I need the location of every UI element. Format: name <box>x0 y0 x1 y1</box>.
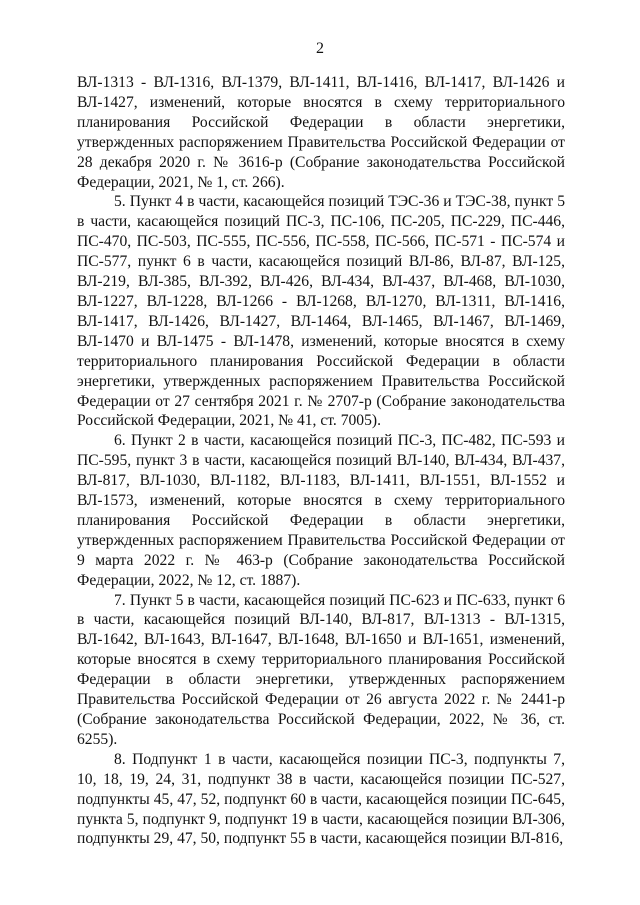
paragraph-item-8: 8. Подпункт 1 в части, касающейся позиции ПС-3, подпункты 7, 10, 18, 19, 24, 31, подпункт 38 в части, касающейся позиции ПС-527, подпункты 45, 47, 52, подпункт 60 в части, касающейся позиции ПС-645, пункта 5, подпункт 9, подпункт 19 в части, касающейся позиции ВЛ-306, подпункты 29, 47, 50, подпункт 55 в части, касающейся позиции ВЛ-816, <box>77 750 565 848</box>
paragraph-item-5: 5. Пункт 4 в части, касающейся позиций ТЭС-36 и ТЭС-38, пункт 5 в части, касающейся позиций ПС-3, ПС-106, ПС-205, ПС-229, ПС-446, ПС-470, ПС-503, ПС-555, ПС-556, ПС-558, ПС-566, ПС-571 - ПС-574 и ПС-577, пункт 6 в части, касающейся позиций ВЛ-86, ВЛ-87, ВЛ-125, ВЛ-219, ВЛ-385, ВЛ-392, ВЛ-426, ВЛ-434, ВЛ-437, ВЛ-468, ВЛ-1030, ВЛ-1227, ВЛ-1228, ВЛ-1266 - ВЛ-1268, ВЛ-1270, ВЛ-1311, ВЛ-1416, ВЛ-1417, ВЛ-1426, ВЛ-1427, ВЛ-1464, ВЛ-1465, ВЛ-1467, ВЛ-1469, ВЛ-1470 и ВЛ-1475 - ВЛ-1478, изменений, которые вносятся в схему территориального планирования Российской Федерации в области энергетики, утвержденных распоряжением Правительства Российской Федерации от 27 сентября 2021 г. № 2707-р (Собрание законодательства Российской Федерации, 2021, № 41, ст. 7005). <box>77 193 565 430</box>
page-number: 2 <box>316 40 324 57</box>
paragraph-item-7: 7. Пункт 5 в части, касающейся позиций ПС-623 и ПС-633, пункт 6 в части, касающейся позиций ВЛ-140, ВЛ-817, ВЛ-1313 - ВЛ-1315, ВЛ-1642, ВЛ-1643, ВЛ-1647, ВЛ-1648, ВЛ-1650 и ВЛ-1651, изменений, которые вносятся в схему территориального планирования Российской Федерации в области энергетики, утвержденных распоряжением Правительства Российской Федерации от 26 августа 2022 г. № 2441-р (Собрание законодательства Российской Федерации, 2022, № 36, ст. 6255). <box>77 591 565 748</box>
paragraph-item-6: 6. Пункт 2 в части, касающейся позиций ПС-3, ПС-482, ПС-593 и ПС-595, пункт 3 в части, касающейся позиций ВЛ-140, ВЛ-434, ВЛ-437, ВЛ-817, ВЛ-1030, ВЛ-1182, ВЛ-1183, ВЛ-1411, ВЛ-1551, ВЛ-1552 и ВЛ-1573, изменений, которые вносятся в схему территориального планирования Российской Федерации в области энергетики, утвержденных распоряжением Правительства Российской Федерации от 9 марта 2022 г. № 463-р (Собрание законодательства Российской Федерации, 2022, № 12, ст. 1887). <box>77 432 565 589</box>
document-body <box>77 73 565 849</box>
paragraph-continuation: ВЛ-1313 - ВЛ-1316, ВЛ-1379, ВЛ-1411, ВЛ-1416, ВЛ-1417, ВЛ-1426 и ВЛ-1427, изменений, которые вносятся в схему территориального планирования Российской Федерации в области энергетики, утвержденных распоряжением Правительства Российской Федерации от 28 декабря 2020 г. № 3616-р (Собрание законодательства Российской Федерации, 2021, № 1, ст. 266). <box>77 74 565 191</box>
